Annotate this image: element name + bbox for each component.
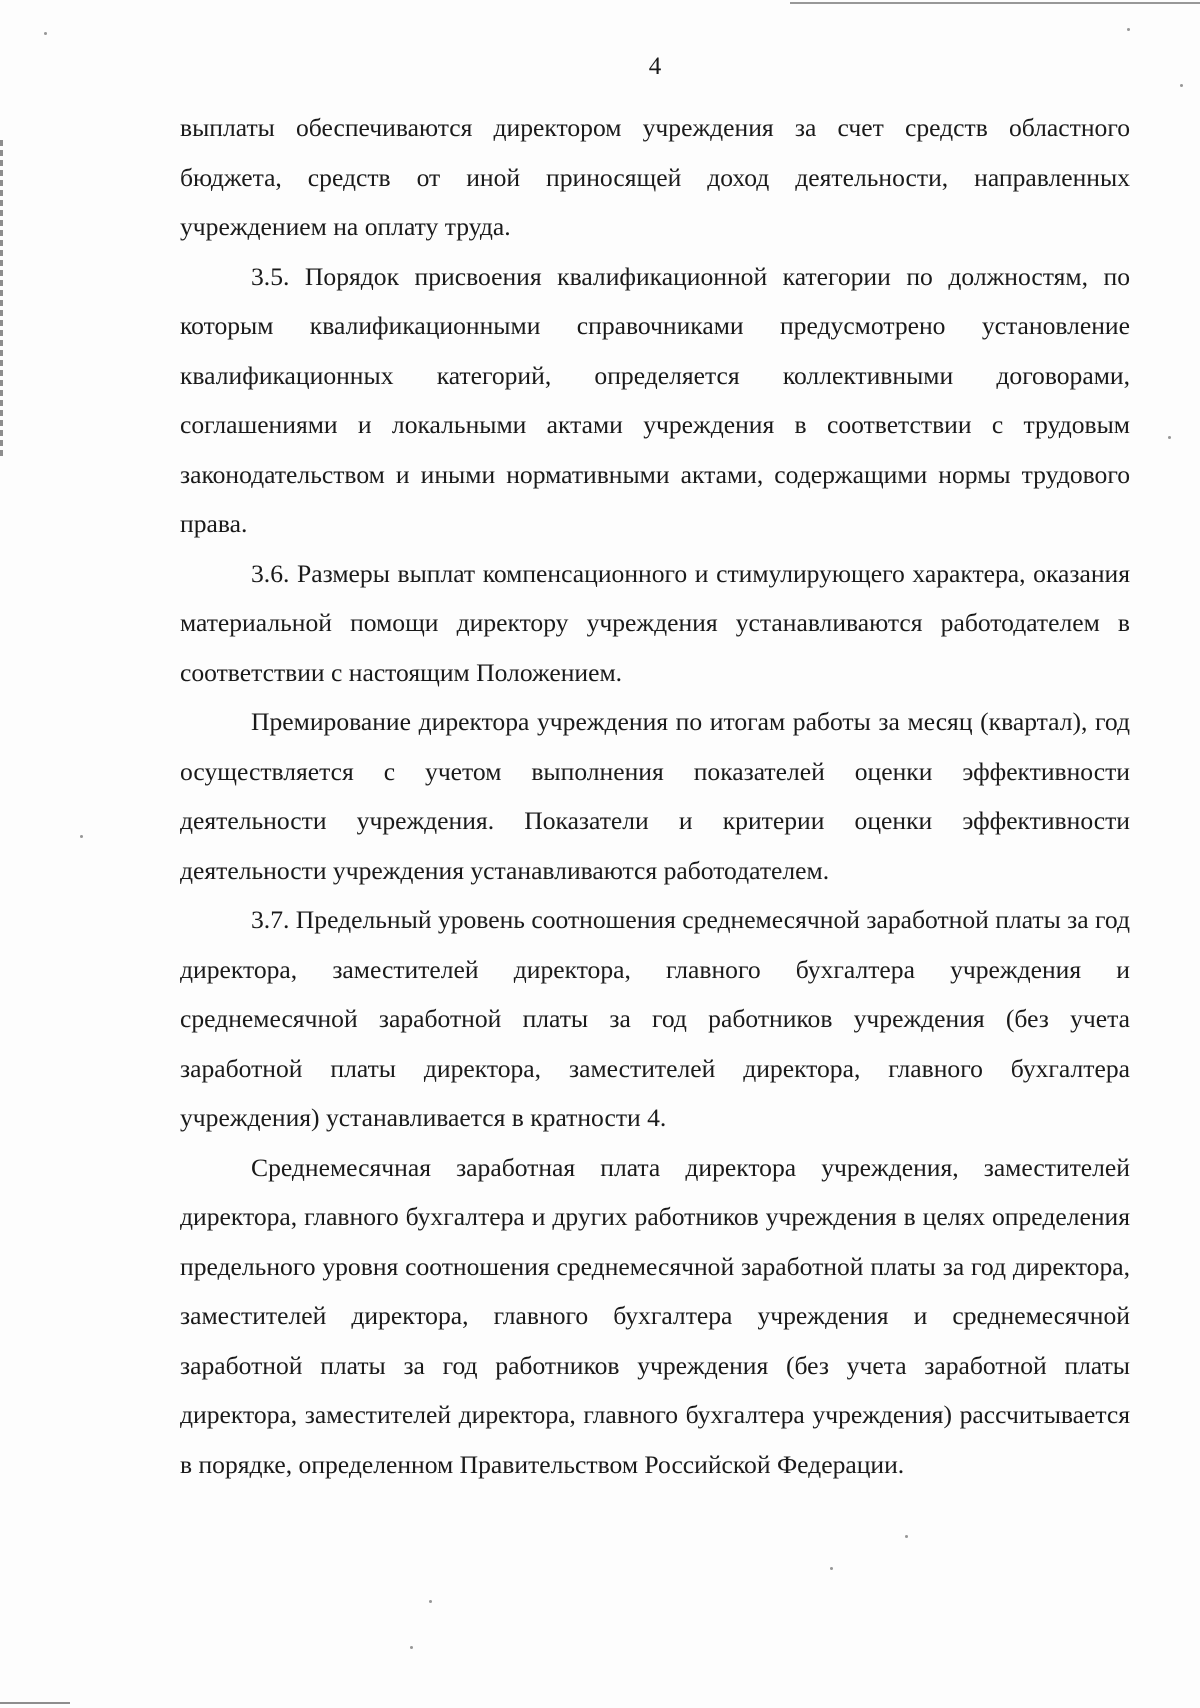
paragraph-3-7: 3.7. Предельный уровень соотношения среднемесячной заработной платы за год директора, заместителей директора, главного бухгалтера учреждения и среднемесячной заработной платы за год работников учреждения (без учета заработной платы директора, заместителей директора, главного бухгалтера учреждения) устанавливается в кратности 4. [180,905,1130,1132]
scan-speck [410,1646,413,1649]
scan-edge-mark [0,140,3,460]
paragraph-average-salary: Среднемесячная заработная плата директора учреждения, заместителей директора, главного бухгалтера и других работников учреждения в целях определения предельного уровня соотношения среднемесячной заработной платы за год директора, заместителей директора, главного бухгалтера учреждения и среднемесячной заработной платы за год работников учреждения (без учета заработной платы директора, заместителей директора, главного бухгалтера учреждения) рассчитывается в порядке, определенном Правительством Российской Федерации. [180,1152,1130,1479]
paragraph-3-6: 3.6. Размеры выплат компенсационного и стимулирующего характера, оказания материальной помощи директору учреждения устанавливаются работодателем в соответствии с настоящим Положением. [180,558,1130,687]
document-body [180,103,1130,1489]
scan-edge-line [790,2,1200,4]
scan-speck [44,32,47,35]
scan-speck [80,835,83,838]
scan-speck [905,1535,908,1538]
scan-speck [830,1567,833,1570]
paragraph-bonus: Премирование директора учреждения по итогам работы за месяц (квартал), год осуществляется с учетом выполнения показателей оценки эффективности деятельности учреждения. Показатели и критерии оценки эффективности деятельности учреждения устанавливаются работодателем. [180,707,1130,885]
paragraph-continuation: выплаты обеспечиваются директором учреждения за счет средств областного бюджета, средств от иной приносящей доход деятельности, направленных учреждением на оплату труда. [180,113,1130,241]
scan-speck [1127,28,1130,31]
scan-edge-line-bottom [0,1702,70,1704]
scan-speck [1180,84,1183,87]
paragraph-3-5: 3.5. Порядок присвоения квалификационной категории по должностям, по которым квалификационными справочниками предусмотрено установление квалификационных категорий, определяется коллективными договорами, соглашениями и локальными актами учреждения в соответствии с трудовым законодательством и иными нормативными актами, содержащими нормы трудового права. [180,261,1130,538]
scan-speck [429,1600,432,1603]
scan-speck [1168,436,1171,439]
page-number: 4 [648,53,662,80]
